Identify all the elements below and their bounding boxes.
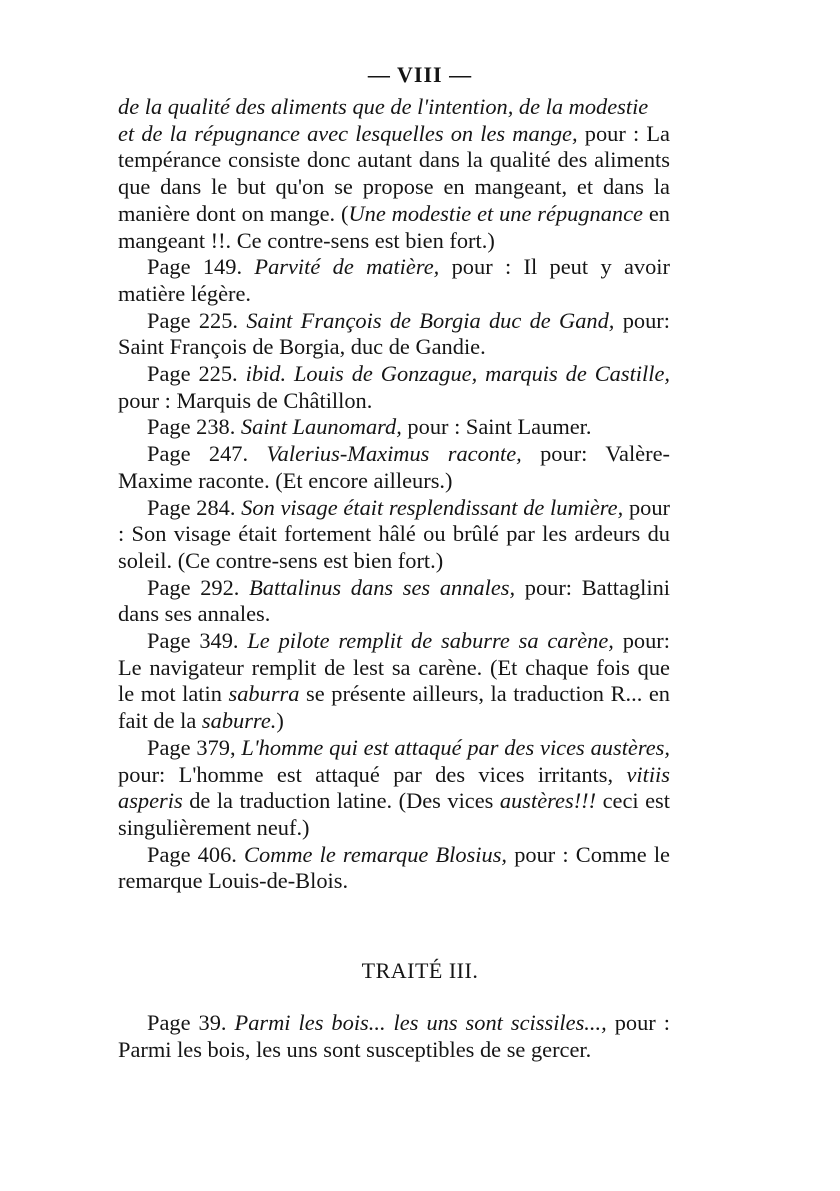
entry-error: Parvité de matière, — [254, 254, 440, 280]
entry-latin-word: saburra — [228, 681, 300, 707]
errata-entry — [118, 361, 670, 414]
entry-error: Valerius-Maximus raconte, — [266, 441, 522, 467]
intro-body: La tempérance consiste donc autant dans la qualité des aliments que dans le but qu'on se propose en mangeant, et dans la manière dont on mange. ( — [118, 120, 670, 226]
entry-italic-word: austères!!! — [499, 788, 597, 814]
errata-entry — [118, 414, 670, 441]
entry-error: Son visage était resplendissant de lumière, — [241, 494, 624, 520]
entry-correction: pour: Saint François de Borgia, duc de Gandie. — [118, 307, 670, 360]
intro-italic-line-2: et de la répugnance avec lesquelles on les mange, — [118, 120, 578, 146]
entry-latin-word: vitiis asperis — [118, 761, 670, 814]
entry-close: ceci est singulièrement neuf.) — [118, 788, 670, 840]
errata-entry — [118, 308, 670, 361]
entry-error: Parmi les bois... les uns sont scissiles..., — [234, 1010, 607, 1035]
errata-entry — [118, 842, 670, 895]
entry-correction: pour: Battaglini dans ses annales. — [118, 574, 670, 627]
entry-correction: pour : Comme le remarque Louis-de-Blois. — [118, 841, 670, 894]
entry-page: Page 225. — [147, 307, 239, 333]
entry-close: ) — [276, 708, 284, 734]
entry-correction: pour: L'homme est attaqué par des vices irritants, — [118, 761, 627, 787]
entry-correction: pour : Son visage était fortement hâlé ou brûlé par les ardeurs du soleil. (Ce contre-sens est bien fort.) — [118, 494, 671, 573]
intro-italic-line: de la qualité des aliments que de l'intention, de la modestie — [118, 94, 649, 119]
entry-error: Le pilote remplit de saburre sa carène, — [247, 628, 614, 654]
errata-entry — [118, 1010, 670, 1063]
entry-error: Saint François de Borgia duc de Gand, — [246, 307, 615, 333]
entry-correction: pour : Il peut y avoir matière légère. — [118, 254, 670, 306]
entry-correction: pour : Parmi les bois, les uns sont susceptibles de se gercer. — [118, 1010, 670, 1062]
errata-text-section-3 — [118, 1010, 670, 1063]
entry-italic-word: saburre. — [201, 708, 277, 734]
intro-quote: Une modestie et une répugnance — [348, 200, 643, 226]
entry-page: Page 225. — [147, 361, 238, 387]
page-folio: — VIII — — [367, 62, 473, 87]
entry-page: Page 238. — [147, 414, 236, 440]
intro-paragraph — [118, 94, 670, 254]
entry-correction-cont: se présente ailleurs, la traduction R... en fait de la — [118, 681, 670, 734]
entry-page: Page 149. — [147, 254, 243, 280]
errata-entry — [118, 735, 670, 842]
intro-pour: pour : — [577, 120, 640, 146]
entry-error: Saint Launomard, — [240, 414, 402, 440]
entry-error: L'homme qui est attaqué par des vices austères, — [241, 734, 670, 760]
entry-page: Page 292. — [147, 574, 240, 600]
entry-correction-cont: de la traduction latine. (Des vices — [182, 788, 500, 814]
entry-page: Page 379, — [147, 734, 236, 760]
errata-entry — [118, 628, 670, 735]
entry-error: Comme le remarque Blosius, — [244, 841, 508, 867]
entry-error: Battalinus dans ses annales, — [249, 574, 516, 600]
entry-error: ibid. Louis de Gonzague, marquis de Castille, — [245, 361, 670, 387]
intro-tail: en mangeant !!. Ce contre-sens est bien fort.) — [118, 200, 670, 253]
errata-entry — [118, 495, 670, 575]
entry-correction: pour: Le navigateur remplit de lest sa carène. (Et chaque fois que le mot latin — [118, 628, 670, 707]
entry-correction: pour: Valère-Maxime raconte. (Et encore ailleurs.) — [118, 441, 670, 493]
errata-entry — [118, 254, 670, 307]
entry-correction: pour : Saint Laumer. — [401, 414, 592, 440]
entry-page: Page 39. — [147, 1010, 227, 1035]
errata-entry — [118, 575, 670, 628]
entry-page: Page 349. — [147, 628, 239, 654]
entry-correction: pour : Marquis de Châtillon. — [118, 387, 373, 413]
errata-entry — [118, 441, 670, 494]
section-heading: TRAITÉ III. — [361, 958, 479, 983]
entry-page: Page 284. — [147, 494, 236, 520]
errata-text — [118, 94, 670, 895]
entry-page: Page 406. — [147, 841, 237, 867]
entry-page: Page 247. — [147, 441, 249, 467]
